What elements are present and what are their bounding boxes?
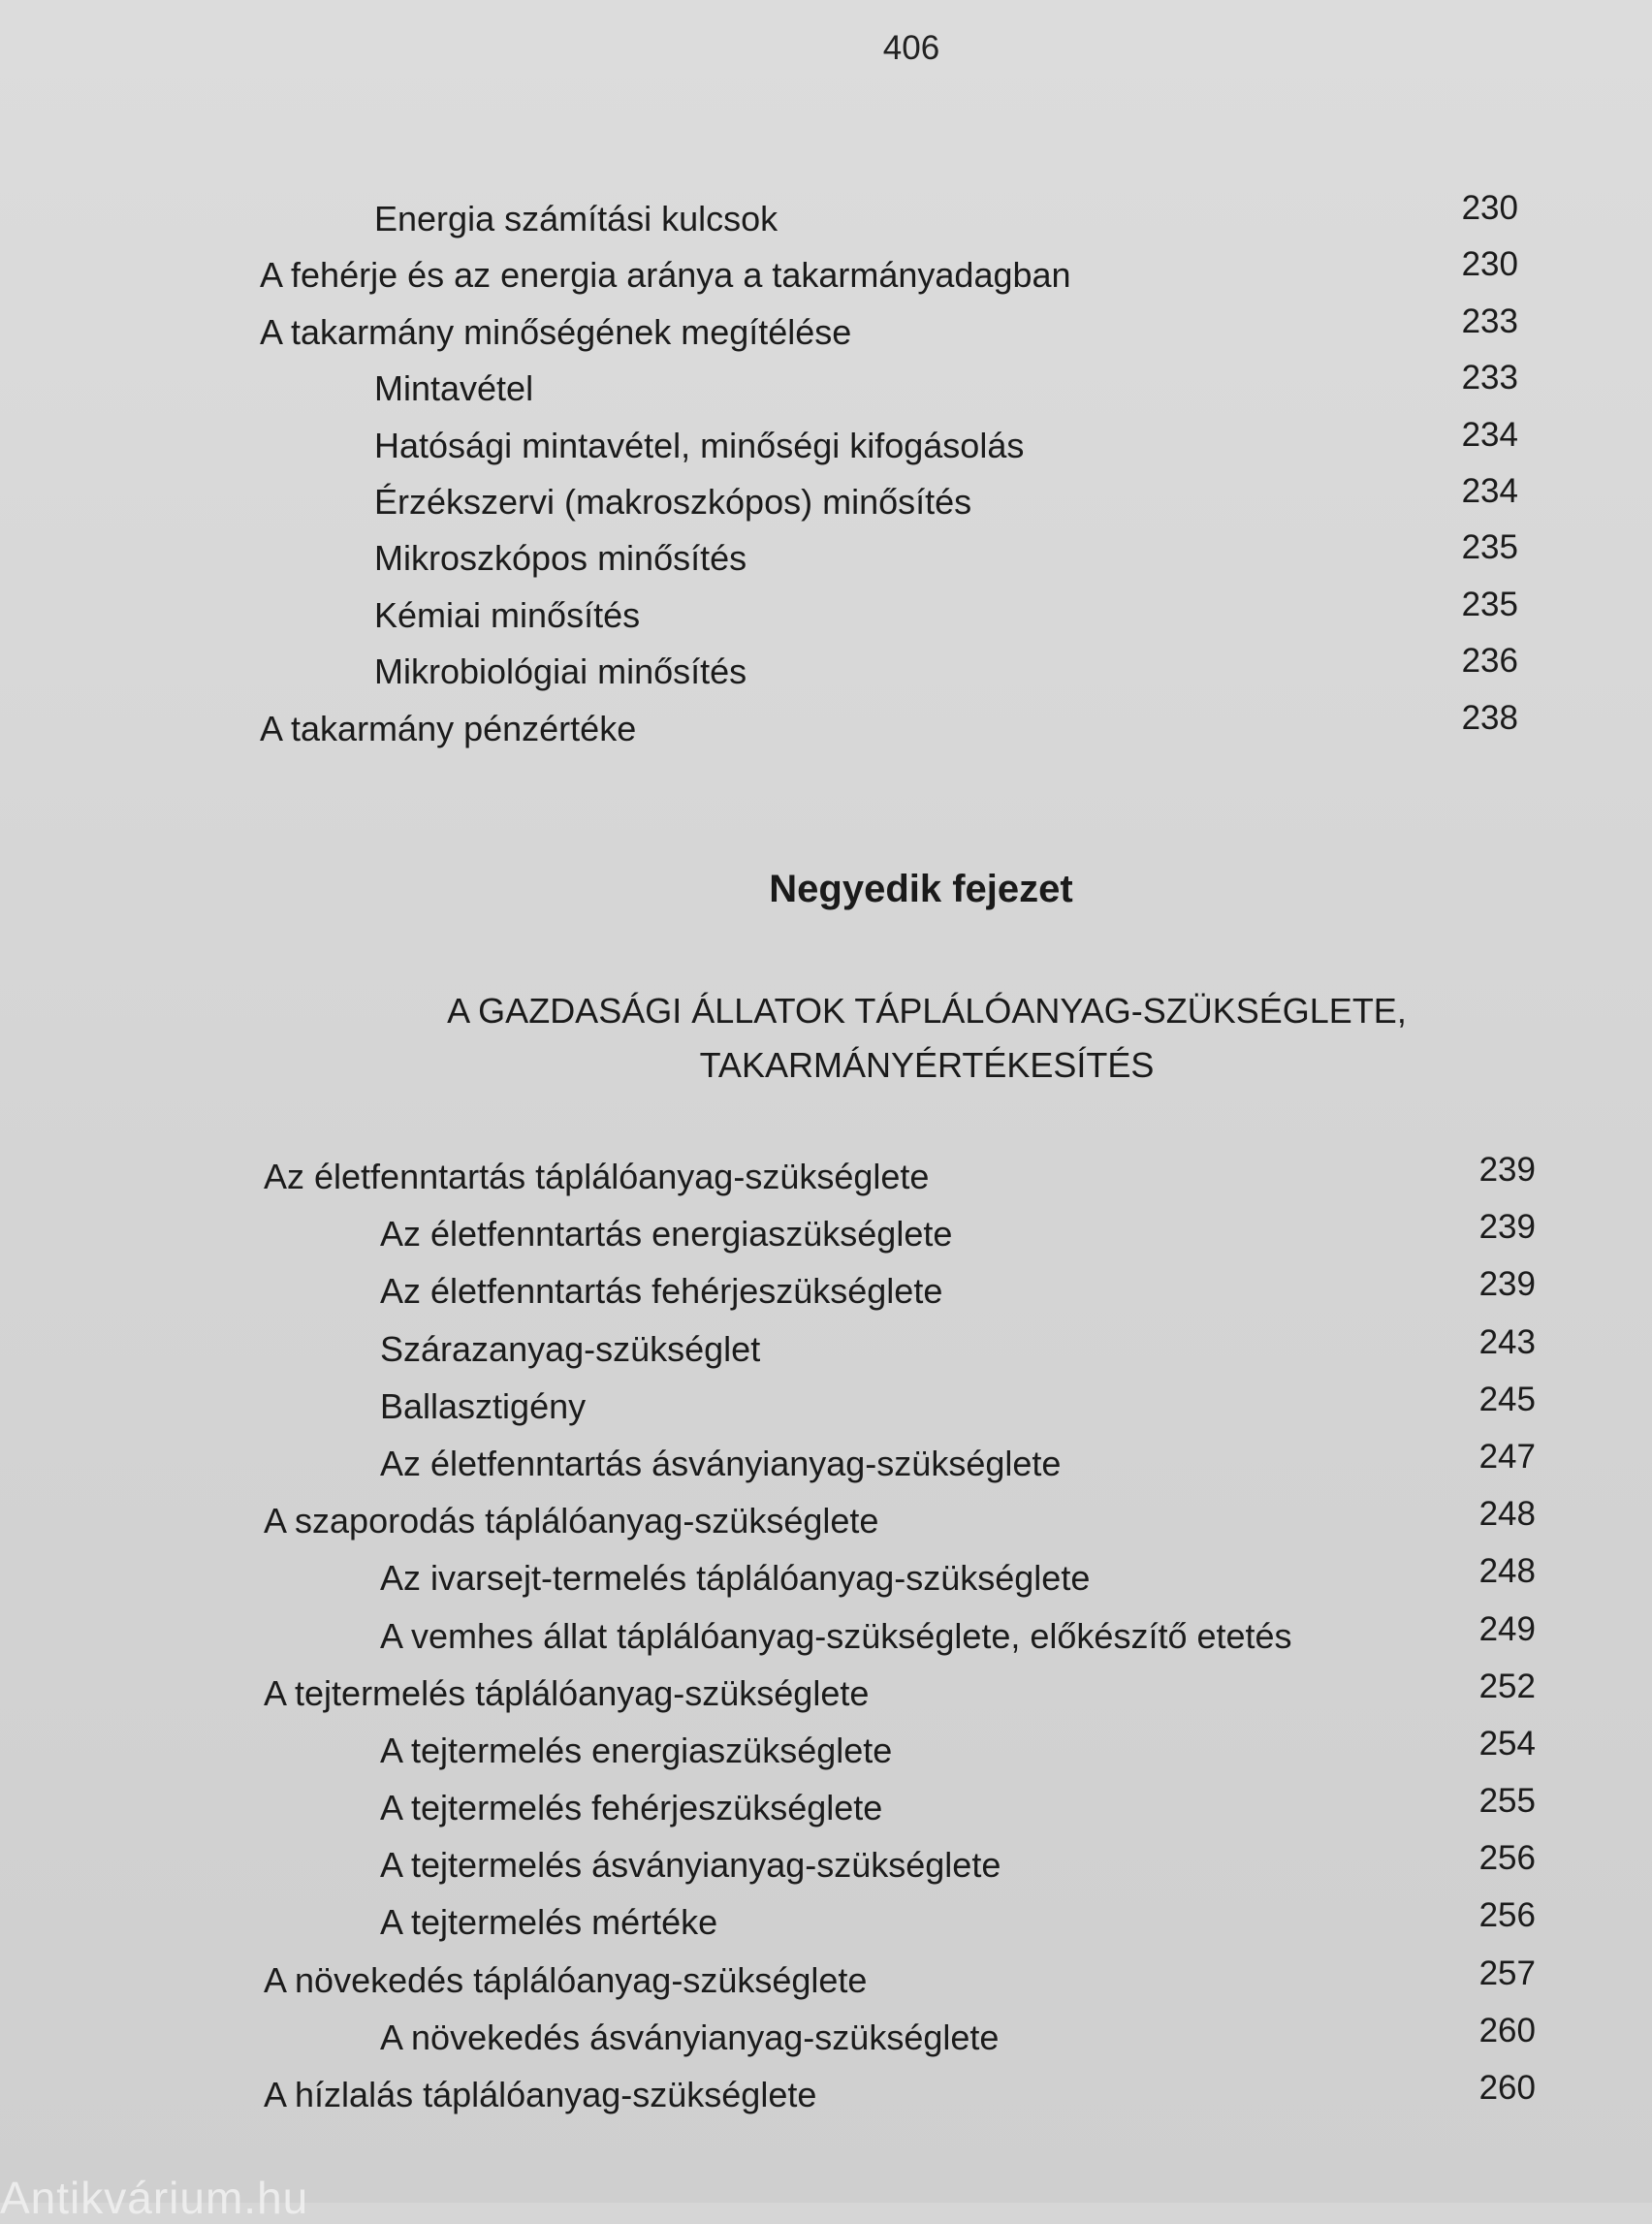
toc-entry-page: 257 — [1478, 1954, 1536, 1992]
toc-entry-page: 239 — [1478, 1151, 1536, 1189]
toc-entry-title: A tejtermelés mértéke — [380, 1902, 718, 1943]
toc-entry — [0, 1839, 1652, 1902]
toc-entry-page: 247 — [1478, 1437, 1536, 1476]
toc-entry-title: A növekedés ásványianyag-szükséglete — [380, 2017, 1000, 2057]
toc-entry — [0, 1322, 1652, 1386]
chapter-label: Negyedik fejezet — [769, 868, 1073, 910]
toc-entry-page: 248 — [1478, 1552, 1536, 1591]
toc-section-previous-chapter — [0, 189, 1652, 765]
toc-entry-page: 238 — [1461, 698, 1518, 737]
toc-entry — [0, 642, 1652, 708]
toc-entry-page: 235 — [1461, 528, 1518, 567]
toc-entry — [0, 245, 1652, 311]
toc-entry — [0, 1896, 1652, 1959]
toc-entry-title: A tejtermelés táplálóanyag-szükséglete — [264, 1672, 870, 1713]
toc-entry-title: A hízlalás táplálóanyag-szükséglete — [264, 2075, 817, 2114]
toc-entry-title: Mikroszkópos minősítés — [374, 538, 747, 579]
toc-entry-title: A takarmány minőségének megítélése — [260, 311, 852, 352]
toc-entry-title: A takarmány pénzértéke — [260, 708, 637, 748]
toc-entry-title: Ballasztigény — [380, 1385, 587, 1426]
toc-entry-page: 239 — [1478, 1208, 1536, 1247]
toc-entry — [0, 698, 1652, 765]
toc-entry-page: 230 — [1461, 189, 1518, 227]
toc-entry-title: A tejtermelés energiaszükséglete — [380, 1730, 893, 1770]
toc-entry-page: 248 — [1478, 1495, 1536, 1534]
toc-entry-page: 260 — [1478, 2011, 1536, 2049]
page-number: 406 — [882, 29, 940, 67]
toc-entry-page: 260 — [1478, 2069, 1536, 2107]
toc-entry — [0, 1380, 1652, 1444]
toc-entry-title: Kémiai minősítés — [374, 594, 641, 635]
toc-entry-page: 249 — [1478, 1609, 1536, 1648]
toc-entry-page: 233 — [1461, 302, 1518, 340]
toc-entry — [0, 1782, 1652, 1845]
toc-entry — [0, 1495, 1652, 1558]
toc-entry-title: Az életfenntartás táplálóanyag-szükséglete — [264, 1157, 930, 1196]
toc-entry-title: Érzékszervi (makroszkópos) minősítés — [374, 481, 972, 522]
toc-entry — [0, 1609, 1652, 1673]
toc-entry — [0, 1667, 1652, 1731]
toc-entry — [0, 1265, 1652, 1328]
toc-entry — [0, 189, 1652, 255]
toc-entry — [0, 302, 1652, 368]
toc-entry-page: 239 — [1478, 1265, 1536, 1304]
toc-entry-page: 256 — [1478, 1839, 1536, 1878]
toc-entry-title: Az ivarsejt-termelés táplálóanyag-szükséglete — [380, 1558, 1091, 1599]
toc-entry-page: 243 — [1478, 1322, 1536, 1361]
toc-entry-title: A tejtermelés fehérjeszükséglete — [380, 1788, 883, 1828]
toc-entry — [0, 1151, 1652, 1214]
watermark: Antikvárium.hu — [0, 2173, 309, 2223]
toc-entry-title: Az életfenntartás energiaszükséglete — [380, 1214, 953, 1255]
toc-entry-title: Mikrobiológiai minősítés — [374, 651, 747, 692]
toc-entry-title: Energia számítási kulcsok — [374, 199, 778, 238]
toc-entry — [0, 1954, 1652, 2017]
toc-entry-page: 236 — [1461, 642, 1518, 681]
toc-entry-page: 252 — [1478, 1667, 1536, 1705]
toc-entry — [0, 528, 1652, 594]
toc-entry-page: 245 — [1478, 1380, 1536, 1418]
toc-entry-title: Hatósági mintavétel, minőségi kifogásolás — [374, 425, 1025, 465]
toc-entry — [0, 585, 1652, 651]
toc-entry-page: 233 — [1461, 359, 1518, 397]
toc-entry — [0, 1437, 1652, 1501]
toc-entry — [0, 1552, 1652, 1615]
chapter-title-line-1: A GAZDASÁGI ÁLLATOK TÁPLÁLÓANYAG-SZÜKSÉGLETE, — [447, 991, 1407, 1031]
toc-entry-title: A vemhes állat táplálóanyag-szükséglete, előkészítő etetés — [380, 1615, 1292, 1656]
toc-entry — [0, 359, 1652, 425]
toc-entry-page: 235 — [1461, 585, 1518, 623]
toc-entry-title: A fehérje és az energia aránya a takarmányadagban — [260, 255, 1071, 296]
chapter-title — [0, 984, 1652, 1093]
toc-entry — [0, 2069, 1652, 2132]
toc-entry-title: Mintavétel — [374, 368, 534, 409]
toc-entry-page: 256 — [1478, 1896, 1536, 1935]
toc-entry-title: Szárazanyag-szükséglet — [380, 1328, 761, 1369]
toc-entry — [0, 415, 1652, 482]
toc-entry-page: 255 — [1478, 1782, 1536, 1821]
chapter-title-line-2: TAKARMÁNYÉRTÉKESÍTÉS — [699, 1045, 1155, 1085]
toc-section-chapter-four — [0, 1151, 1652, 2132]
toc-entry — [0, 2011, 1652, 2075]
toc-entry-page: 254 — [1478, 1724, 1536, 1763]
toc-entry-page: 234 — [1461, 415, 1518, 454]
toc-entry — [0, 1724, 1652, 1788]
toc-entry-page: 234 — [1461, 471, 1518, 510]
toc-entry-title: A szaporodás táplálóanyag-szükséglete — [264, 1501, 879, 1541]
toc-entry-title: Az életfenntartás fehérjeszükséglete — [380, 1271, 943, 1312]
toc-entry — [0, 1208, 1652, 1271]
toc-entry — [0, 471, 1652, 538]
toc-entry-title: Az életfenntartás ásványianyag-szükséglete — [380, 1443, 1062, 1483]
toc-entry-title: A tejtermelés ásványianyag-szükséglete — [380, 1845, 1001, 1886]
toc-entry-title: A növekedés táplálóanyag-szükséglete — [264, 1959, 868, 2000]
toc-entry-page: 230 — [1461, 245, 1518, 284]
